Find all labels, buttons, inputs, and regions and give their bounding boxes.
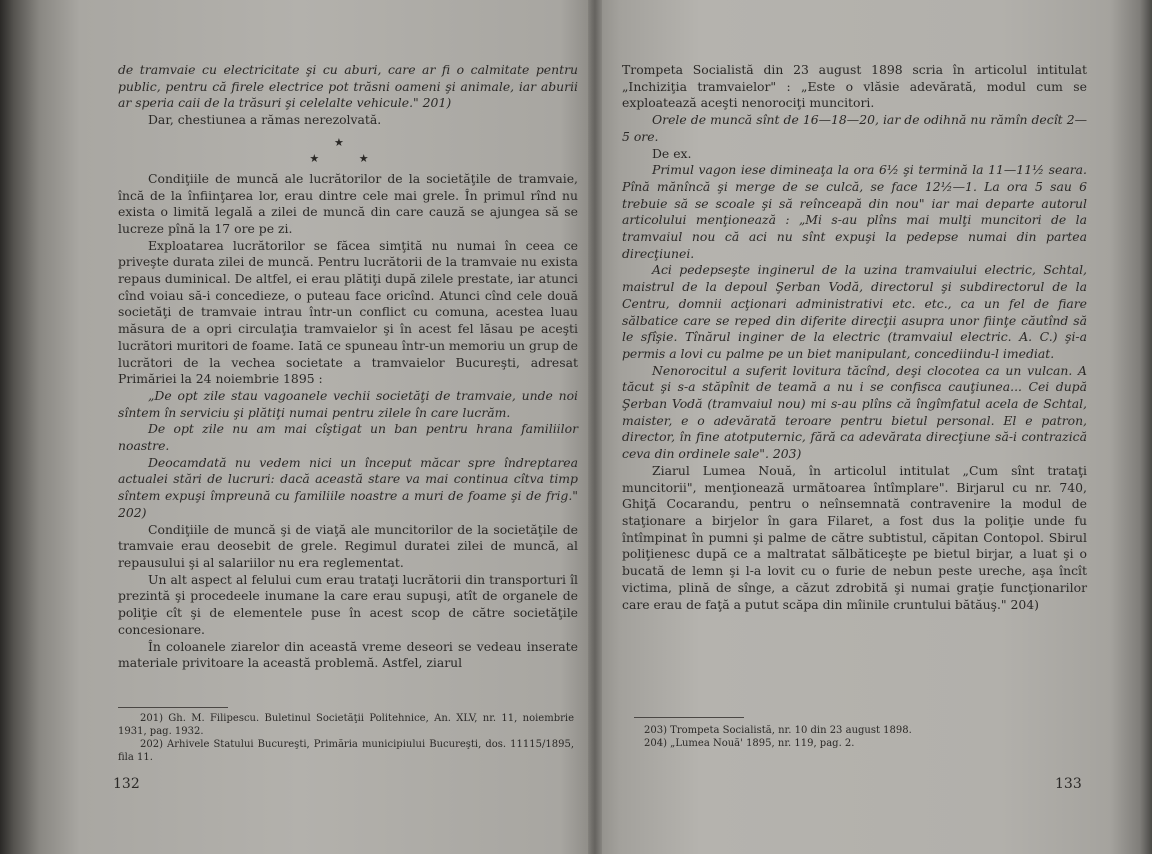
section-separator xyxy=(118,135,578,167)
page-number: 133 xyxy=(1055,776,1082,792)
book-gutter xyxy=(588,0,602,854)
right-page-body xyxy=(622,62,1087,613)
footnote-divider xyxy=(118,707,228,708)
paragraph: Condiţiile de muncă ale lucrătorilor de la societăţile de tramvaie, încă de la înfiinţarea lor, erau dintre cele mai grele. În primul rînd nu exista o limită legală a zilei de muncă din care cauză se ajungea să se lucreze pînă la 17 ore pe zi. xyxy=(118,170,578,236)
footnote: 202) Arhivele Statului Bucureşti, Primăria municipiului Bucureşti, dos. 11115/1895, fila 11. xyxy=(118,739,574,763)
quote-paragraph: Nenorocitul a suferit lovitura tăcînd, deşi clocotea ca un vulcan. A tăcut şi s-a stăpînit de teamă a nu i se confisca cauţiunea... Cei după Şerban Vodă (tramvaiul nou) mi s-au plîns că îngîmfatul acela de Schtal, maister, e o adevărată teroare pentru bietul personal. El e patron, director, în fine atotputernic, fără ca adevărata direcţiune să-i contrazică ceva din ordinele sale". 203) xyxy=(622,362,1087,462)
footnote: 203) Trompeta Socialistă, nr. 10 din 23 august 1898. xyxy=(644,725,912,736)
paragraph: În coloanele ziarelor din această vreme deseori se vedeau inserate materiale privitoare la această problemă. Astfel, ziarul xyxy=(118,638,578,671)
footnote: 201) Gh. M. Filipescu. Buletinul Societăţii Politehnice, An. XLV, nr. 11, noiembrie 1931, pag. 1932. xyxy=(118,713,574,737)
quote-paragraph: „De opt zile stau vagoanele vechii societăţi de tramvaie, unde noi sîntem în serviciu şi plătiţi numai pentru zilele în care lucrăm. xyxy=(118,387,578,420)
quote-paragraph: Deocamdată nu vedem nici un început măcar spre îndreptarea actualei stări de lucruri: dacă această stare va mai continua cîtva timp sîntem expuşi împreună cu familiile noastre a muri de foame şi de frig." 202) xyxy=(118,454,578,520)
asterism: ★ ★ ★ xyxy=(309,135,387,165)
paragraph: Ziarul Lumea Nouă, în articolul intitulat „Cum sînt trataţi muncitorii", menţionează următoarea întîmplare". Birjarul cu nr. 740, Ghiţă Cocarandu, pentru o neînsemnată contravenire la modul de staţionare a birjelor în gara Filaret, a fost dus la poliţie unde fu întîmpinat în pumni şi palme de către subtistul, căpitan Contopol. Sbirul poliţienesc după ce a maltratat sălbăticeşte pe bietul birjar, a luat şi o bucată de lemn şi l-a lovit cu o furie de nebun peste ureche, aşa încît victima, plină de sînge, a căzut zdrobită şi numai graţie funcţionarilor care erau de faţă a putut scăpa din mîinile cruntului bătăuş." 204) xyxy=(622,462,1087,612)
right-page xyxy=(622,0,1092,854)
paragraph: Exploatarea lucrătorilor se făcea simţită nu numai în ceea ce priveşte durata zilei de muncă. Pentru lucrătorii de la tramvaie nu exista repaus duminical. De altfel, ei erau plătiţi după zilele prestate, iar atunci cînd voiau să-i concedieze, o puteau face oricînd. Atunci cînd cele două societăţi de tramvaie intrau într-un conflict cu comuna, acestea luau măsura de a opri circulaţia tramvaielor şi în acest fel lăsau pe aceşti lucrători muritori de foame. Iată ce spuneau într-un memoriu un grup de lucrători de la vechea societate a tramvaielor Bucureşti, adresat Primăriei la 24 noiembrie 1895 : xyxy=(118,237,578,387)
paragraph: Trompeta Socialistă din 23 august 1898 scria în articolul intitulat „Inchiziţia tramvaielor" : „Este o vlăsie adevărată, modul cum se exploatează aceşti nenorociţi muncitori. xyxy=(622,62,1087,111)
left-page xyxy=(110,0,580,854)
paragraph: de tramvaie cu electricitate şi cu aburi, care ar fi o calmitate pentru public, pentru că firele electrice pot trăsni oameni şi animale, iar aburii ar speria caii de la trăsuri şi celelalte vehicule." 201) xyxy=(118,62,578,111)
quote-paragraph: De opt zile nu am mai cîştigat un ban pentru hrana familiilor noastre. xyxy=(118,421,578,454)
quote-paragraph: Aci pedepseşte inginerul de la uzina tramvaiului electric, Schtal, maistrul de la depoul Şerban Vodă, directorul şi subdirectorul de la Centru, domnii acţionari administrativi etc. etc., ca un fel de fiare sălbatice care se reped din diferite direcţii asupra unor fiinţe căutînd să le sfîşie. Tînărul inginer de la electric (tramvaiul electric. A. C.) şi-a permis a lovi cu palme pe un biet manipulant, concediindu-l imediat. xyxy=(622,262,1087,361)
footnotes xyxy=(118,712,574,764)
paragraph: Dar, chestiunea a rămas nerezolvată. xyxy=(148,112,382,128)
paragraph: Condiţiile de muncă şi de viaţă ale muncitorilor de la societăţile de tramvaie erau deosebit de grele. Regimul duratei zilei de muncă, al repausului şi al salariilor nu era reglementat. xyxy=(118,521,578,570)
footnotes xyxy=(622,724,1062,750)
left-page-body xyxy=(118,62,578,672)
page-number: 132 xyxy=(113,776,140,792)
paragraph: Un alt aspect al felului cum erau trataţi lucrătorii din transporturi îl prezintă şi procedeele inumane la care erau supuşi, atît de organele de poliţie cît şi de elementele puse în acest scop de către societăţile concesionare. xyxy=(118,571,578,637)
quote-paragraph: Primul vagon iese dimineaţa la ora 6½ şi termină la 11—11½ seara. Pînă mănîncă şi merge de se culcă, se face 12½—1. La ora 5 sau 6 trebuie să se scoale şi să reînceapă din nou" iar mai departe autorul articolului menţionează : „Mi s-au plîns mai mulţi muncitori de la tramvaiul nou că aci nu sînt expuşi la pedepse numai din partea direcţiunei. xyxy=(622,162,1087,261)
quote-paragraph: Orele de muncă sînt de 16—18—20, iar de odihnă nu rămîn decît 2—5 ore. xyxy=(622,112,1087,144)
footnote: 204) „Lumea Nouă' 1895, nr. 119, pag. 2. xyxy=(644,738,855,749)
paragraph: De ex. xyxy=(652,145,692,161)
footnote-divider xyxy=(634,717,744,718)
